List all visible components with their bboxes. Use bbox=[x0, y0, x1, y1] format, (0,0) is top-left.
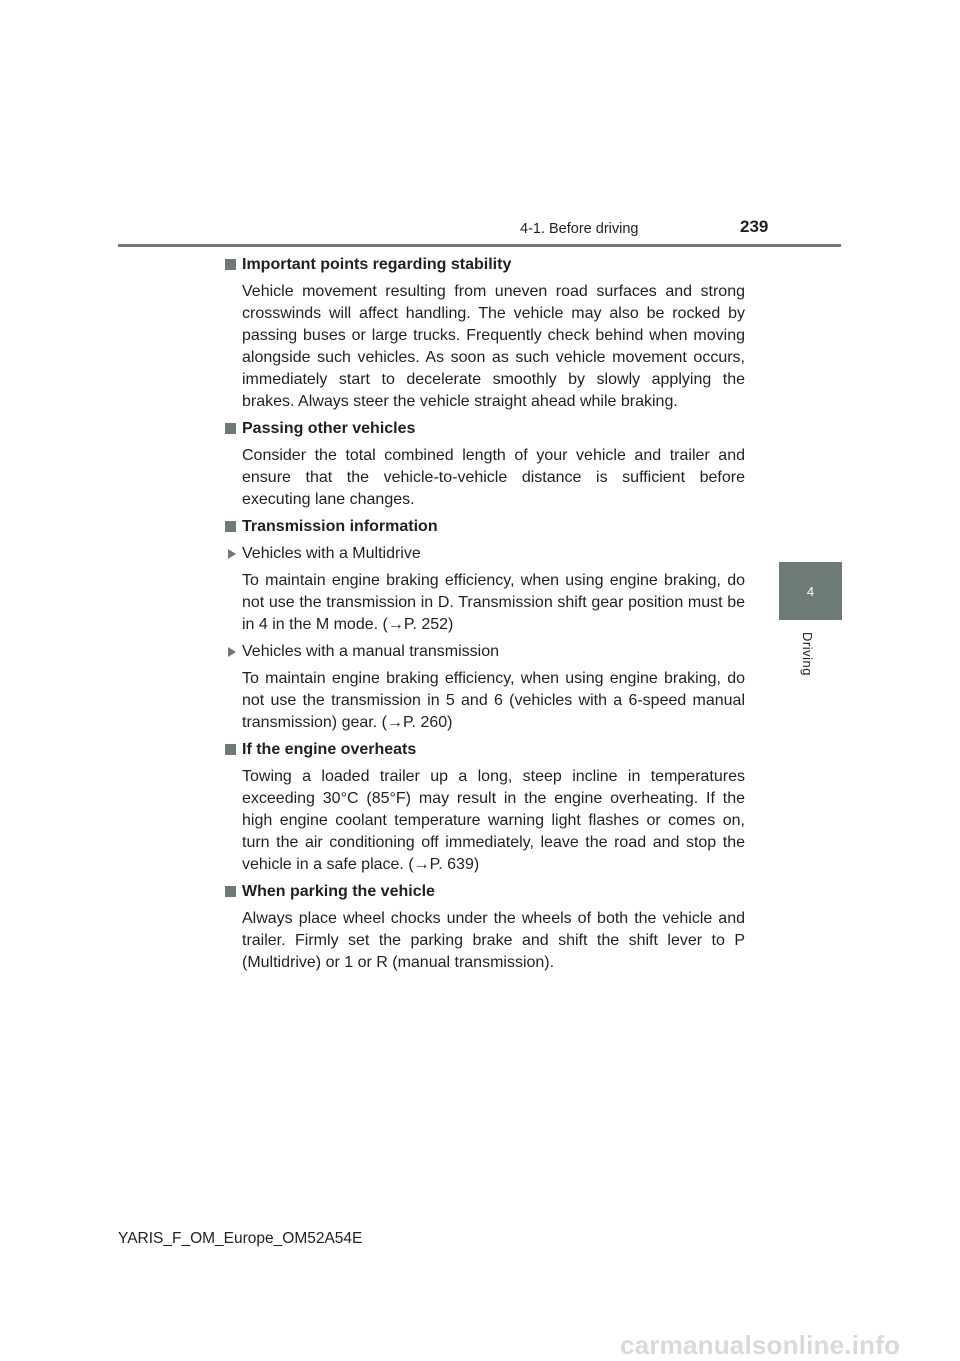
section-paragraph: Towing a loaded trailer up a long, steep incline in temperatures exceeding 30°C (85°F) may result in the engine overheating. If the high engine coolant temperature warning light flashes or comes on, turn the air conditioning off immediately, leave the road and stop the vehicle in a safe place. (→P. 639) bbox=[242, 768, 745, 873]
section-heading-text: If the engine overheats bbox=[242, 741, 417, 758]
square-bullet-icon bbox=[225, 744, 236, 755]
section-paragraph: Consider the total combined length of your vehicle and trailer and ensure that the vehicle-to-vehicle distance is sufficient before executing lane changes. bbox=[242, 447, 745, 508]
subitem-paragraph: To maintain engine braking efficiency, when using engine braking, do not use the transmission in 5 and 6 (vehicles with a 6-speed manual transmission) gear. (→P. 260) bbox=[242, 670, 745, 731]
subitem-label bbox=[242, 641, 745, 663]
subitem-label bbox=[242, 543, 745, 565]
section-heading bbox=[224, 516, 745, 538]
watermark: carmanualsonline.info bbox=[620, 1330, 901, 1360]
square-bullet-icon bbox=[225, 521, 236, 532]
subitem-label-text: Vehicles with a manual transmission bbox=[242, 643, 500, 660]
triangle-bullet-icon bbox=[228, 647, 236, 657]
section-heading-text: Transmission information bbox=[242, 518, 438, 535]
chapter-tab bbox=[779, 562, 842, 620]
section-heading-text: When parking the vehicle bbox=[242, 883, 435, 900]
page-content bbox=[224, 254, 745, 979]
document-code: YARIS_F_OM_Europe_OM52A54E bbox=[118, 1230, 363, 1247]
section-heading-text: Important points regarding stability bbox=[242, 256, 512, 273]
section-heading bbox=[224, 881, 745, 903]
section-paragraph: Always place wheel chocks under the wheels of both the vehicle and trailer. Firmly set the parking brake and shift the shift lever to P (Multidrive) or 1 or R (manual transmission). bbox=[242, 910, 745, 971]
square-bullet-icon bbox=[225, 259, 236, 270]
triangle-bullet-icon bbox=[228, 549, 236, 559]
section-heading bbox=[224, 418, 745, 440]
section-paragraph: Vehicle movement resulting from uneven road surfaces and strong crosswinds will affect handling. The vehicle may also be rocked by passing buses or large trucks. Frequently check behind when moving alongside such vehicles. As soon as such vehicle movement occurs, immediately start to decelerate smoothly by slowly applying the brakes. Always steer the vehicle straight ahead while braking. bbox=[242, 283, 745, 410]
header-divider bbox=[118, 244, 841, 247]
square-bullet-icon bbox=[225, 886, 236, 897]
header-section-title: 4-1. Before driving bbox=[520, 221, 639, 237]
square-bullet-icon bbox=[225, 423, 236, 434]
section-heading-text: Passing other vehicles bbox=[242, 420, 416, 437]
chapter-label: Driving bbox=[800, 632, 815, 676]
section-heading bbox=[224, 254, 745, 276]
section-heading bbox=[224, 739, 745, 761]
subitem-paragraph: To maintain engine braking efficiency, when using engine braking, do not use the transmission in D. Transmission shift gear position must be in 4 in the M mode. (→P. 252) bbox=[242, 572, 745, 633]
page-number: 239 bbox=[740, 217, 769, 236]
subitem-label-text: Vehicles with a Multidrive bbox=[242, 545, 421, 562]
chapter-number: 4 bbox=[806, 583, 815, 599]
